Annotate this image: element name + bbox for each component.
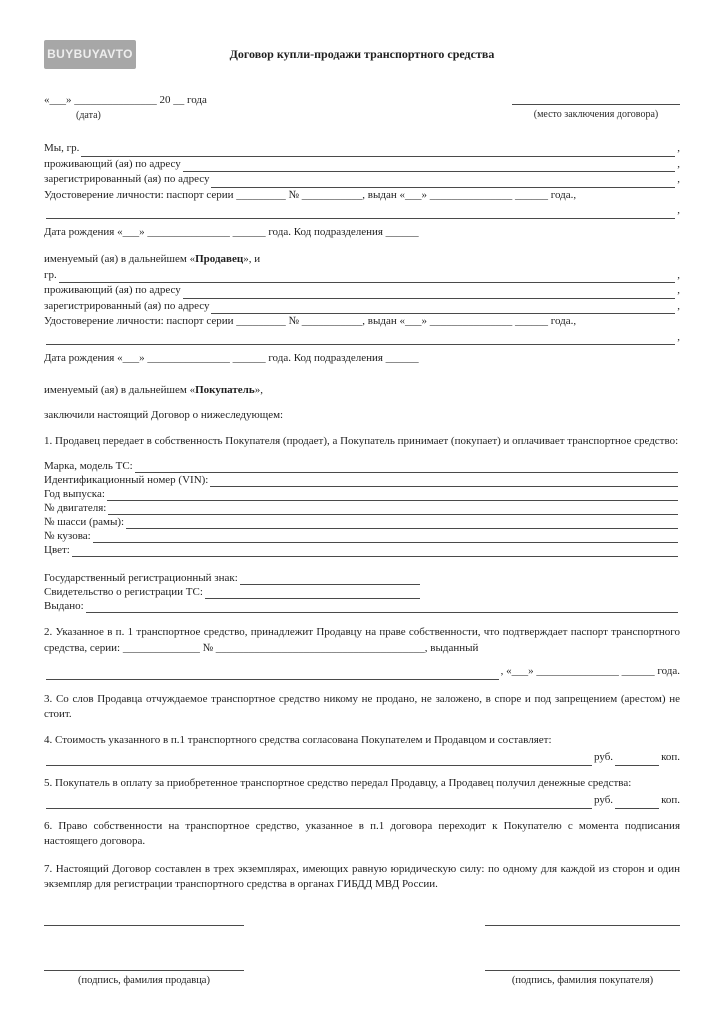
seller-registered-label: зарегистрированный (ая) по адресу [44, 173, 210, 185]
clause-2-continuation [44, 664, 680, 680]
blank-line [46, 797, 592, 809]
blank-line [107, 489, 678, 501]
blank-line [615, 797, 659, 809]
seller-signature-col [44, 958, 244, 988]
vehicle-fields [44, 459, 680, 557]
comma: , [677, 157, 680, 170]
kop-label: коп. [661, 794, 680, 806]
buybuyavto-logo: BUYBUYAVTO [44, 40, 136, 69]
blank-line [210, 475, 678, 487]
comma: , [677, 284, 680, 296]
date-block [44, 93, 207, 123]
clause-4-amount-row [44, 750, 680, 766]
field-label-body-no: № кузова: [44, 530, 91, 542]
designation-post: », и [243, 253, 261, 265]
blank-line [81, 145, 675, 157]
signature-section [44, 913, 680, 988]
field-label-color: Цвет: [44, 544, 70, 556]
clause-6: 6. Право собственности на транспортное средство, указанное в п.1 договора переходит к Покупателю с момента подписания настоящего договора. [44, 819, 680, 847]
buyer-gr-label: гр. [44, 268, 57, 281]
rub-label: руб. [594, 751, 614, 763]
blank-line [615, 754, 659, 766]
registration-cert-row [44, 585, 422, 599]
date-place-row [44, 93, 680, 123]
buyer-registered-label: зарегистрированный (ая) по адресу [44, 299, 210, 312]
clause-7: 7. Настоящий Договор составлен в трех экземплярах, имеющих равную юридическую силу: по одному для каждой из сторон и один экземпляр для регистрации транспортного средства в органах ГИБДД МВД России. [44, 862, 680, 890]
seller-signature-line [44, 913, 244, 926]
seller-signature-col [44, 913, 244, 926]
rub-label: руб. [594, 794, 614, 806]
buyer-residing-label: проживающий (ая) по адресу [44, 284, 181, 296]
seller-signature-line [44, 958, 244, 971]
seller-block [44, 141, 680, 240]
place-blank-line [512, 93, 680, 105]
seller-birth-line: Дата рождения «___» _______________ ______ года. Код подразделения ______ [44, 225, 419, 238]
buyer-signature-col [485, 958, 680, 988]
signature-row-2 [44, 958, 680, 988]
page-title: Договор купли-продажи транспортного средства [229, 47, 495, 61]
plate-label: Государственный регистрационный знак: [44, 572, 238, 584]
comma: , [677, 173, 680, 185]
clause-5: 5. Покупатель в оплату за приобретенное транспортное средство передал Продавцу, а Продавец получил денежные средства: [44, 776, 632, 789]
buyer-passport-cont-row [44, 330, 680, 346]
blank-line [211, 176, 675, 188]
seller-name-row [44, 141, 680, 157]
clause-5-amount-row [44, 793, 680, 809]
blank-line [46, 754, 592, 766]
blank-line [72, 545, 678, 557]
buyer-registered-row [44, 299, 680, 315]
vehicle-field-row [44, 529, 680, 543]
buyer-birth-line: Дата рождения «___» _______________ ______ года. Код подразделения ______ [44, 352, 419, 364]
seller-passport-cont-row [44, 203, 680, 219]
seller-residing-label: проживающий (ая) по адресу [44, 157, 181, 170]
clause-2: 2. Указанное в п. 1 транспортное средство, принадлежит Продавцу на праве собственности, что подтверждает паспорт транспортного средства, серии: ______________ № ______________________________________, выданный [44, 626, 680, 654]
preamble: заключили настоящий Договор о нижеследующем: [44, 409, 284, 421]
buyer-block [44, 268, 680, 367]
seller-role-name: Продавец [195, 253, 244, 265]
seller-address-row [44, 157, 680, 173]
blank-line [211, 302, 675, 314]
buyer-name-row [44, 268, 680, 284]
seller-signature-caption: (подпись, фамилия продавца) [78, 974, 210, 986]
signature-row-1 [44, 913, 680, 926]
document-header [44, 40, 680, 69]
blank-line [205, 587, 420, 599]
blank-line [240, 573, 420, 585]
blank-line [86, 601, 678, 613]
blank-line [46, 668, 499, 680]
registration-block [44, 571, 680, 613]
buyer-signature-line [485, 958, 680, 971]
vehicle-field-row [44, 515, 680, 529]
blank-line [93, 531, 678, 543]
blank-line [183, 160, 675, 172]
blank-line [46, 207, 675, 219]
blank-line [135, 461, 678, 473]
clause-3: 3. Со слов Продавца отчуждаемое транспортное средство никому не продано, не заложено, в споре и под запрещением (арестом) не стоит. [44, 692, 680, 720]
buyer-passport-line: Удостоверение личности: паспорт серии _________ № ___________, выдан «___» _______________ ______ года., [44, 315, 577, 327]
buyer-role-name: Покупатель [195, 383, 255, 396]
field-label-vin: Идентификационный номер (VIN): [44, 474, 209, 486]
comma: , [677, 268, 680, 281]
designation-pre: именуемый (ая) в дальнейшем « [44, 383, 196, 396]
seller-registered-row [44, 172, 680, 188]
vehicle-field-row [44, 473, 680, 487]
comma: , [677, 299, 680, 312]
designation-post: », [254, 383, 263, 396]
buyer-signature-line [485, 913, 680, 926]
clause-4: 4. Стоимость указанного в п.1 транспортного средства согласована Покупателем и Продавцом и составляет: [44, 733, 552, 746]
buyer-signature-col [485, 913, 680, 926]
vehicle-field-row [44, 543, 680, 557]
buyer-designation [44, 383, 680, 399]
clause-2-date-tail: , «___» _______________ ______ года. [500, 665, 680, 677]
place-caption: (место заключения договора) [533, 109, 659, 120]
field-label-make-model: Марка, модель ТС: [44, 460, 133, 472]
seller-we-label: Мы, гр. [44, 142, 80, 154]
blank-line [59, 271, 675, 283]
issued-label: Выдано: [44, 600, 84, 612]
blank-line [183, 287, 675, 299]
plate-row [44, 571, 422, 585]
comma: , [677, 330, 680, 343]
kop-label: коп. [661, 751, 680, 763]
buyer-address-row [44, 283, 680, 299]
clause-1: 1. Продавец передает в собственность Покупателя (продает), а Покупатель принимает (покупает) и оплачивает транспортное средство: [44, 434, 679, 447]
field-label-chassis-no: № шасси (рамы): [44, 516, 125, 528]
vehicle-field-row [44, 459, 680, 473]
place-block [512, 93, 680, 122]
blank-line [126, 517, 678, 529]
blank-line [108, 503, 678, 515]
buyer-signature-caption: (подпись, фамилия покупателя) [511, 974, 654, 986]
registration-cert-label: Свидетельство о регистрации ТС: [44, 586, 203, 598]
comma: , [677, 204, 680, 216]
vehicle-field-row [44, 487, 680, 501]
seller-passport-line: Удостоверение личности: паспорт серии _________ № ___________, выдан «___» _______________ ______ года., [44, 188, 577, 201]
designation-pre: именуемый (ая) в дальнейшем « [44, 253, 196, 265]
field-label-year: Год выпуска: [44, 488, 105, 500]
seller-designation [44, 252, 680, 268]
vehicle-field-row [44, 501, 680, 515]
field-label-engine-no: № двигателя: [44, 502, 107, 514]
date-blank-line: «___» _______________ 20 __ года [44, 94, 207, 106]
issued-row [44, 599, 680, 613]
comma: , [677, 142, 680, 154]
blank-line [46, 333, 675, 345]
date-caption: (дата) [76, 110, 101, 121]
